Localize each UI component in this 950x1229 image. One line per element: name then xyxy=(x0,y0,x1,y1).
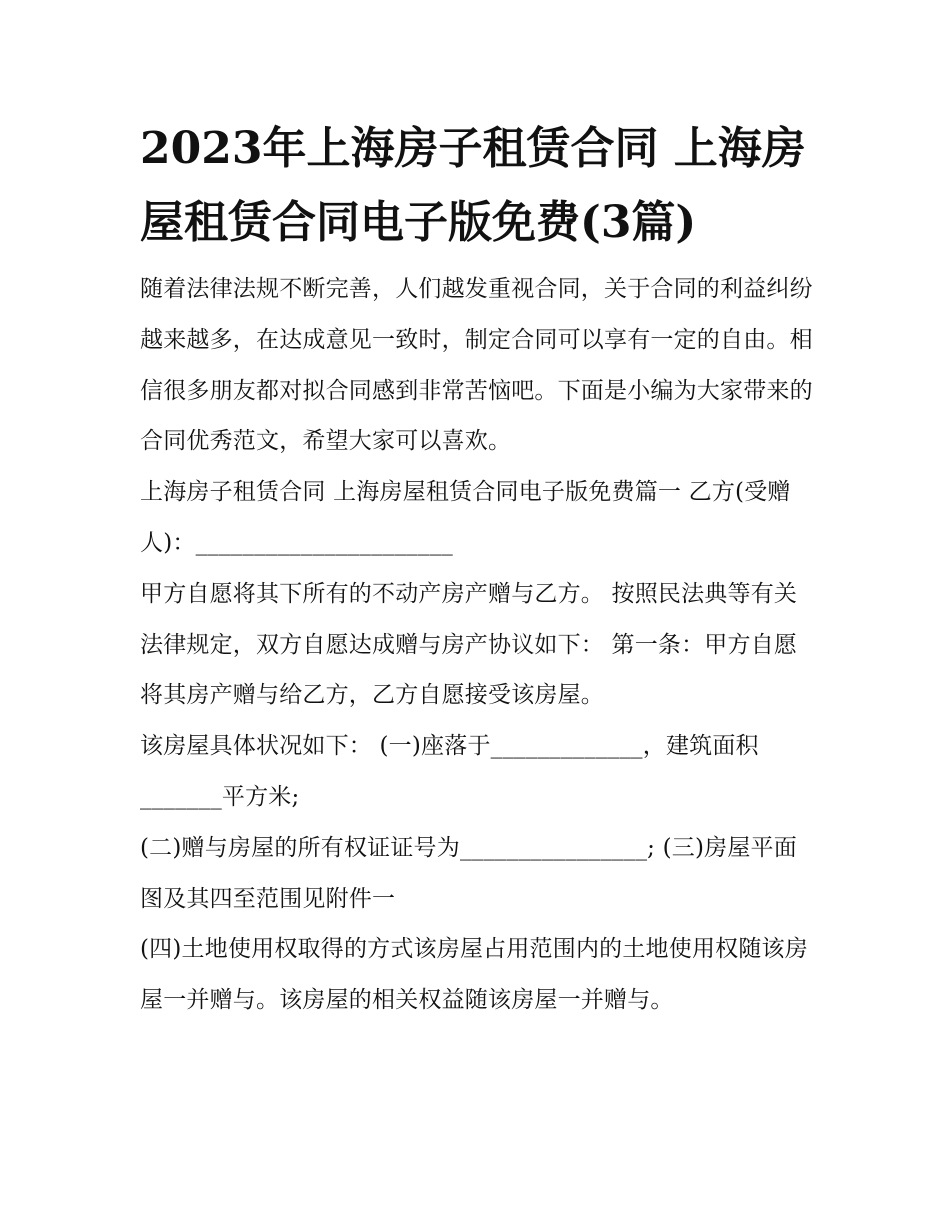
paragraph-property-location: 该房屋具体状况如下： (一)座落于_____________，建筑面积_______平方米; xyxy=(140,733,759,810)
paragraph-land-use: (四)土地使用权取得的方式该房屋占用范围内的土地使用权随该房屋一并赠与。该房屋的相关权益随该房屋一并赠与。 xyxy=(140,936,808,1014)
document-page xyxy=(140,112,820,1026)
paragraph-intro: 随着法律法规不断完善，人们越发重视合同，关于合同的利益纠纷越来越多，在达成意见一致时，制定合同可以享有一定的自由。相信很多朋友都对拟合同感到非常苦恼吧。下面是小编为大家带来的合同优秀范文，希望大家可以喜欢。 xyxy=(140,276,813,455)
paragraph-agreement: 甲方自愿将其下所有的不动产房产赠与乙方。 按照民法典等有关法律规定，双方自愿达成赠与房产协议如下： 第一条：甲方自愿将其房产赠与给乙方，乙方自愿接受该房屋。 xyxy=(140,580,798,709)
document-title: 2023年上海房子租赁合同 上海房屋租赁合同电子版免费(3篇) xyxy=(140,123,806,248)
paragraph-certificate: (二)赠与房屋的所有权证证号为________________; (三)房屋平面图及其四至范围见附件一 xyxy=(140,834,797,912)
paragraph-recipient: 上海房子租赁合同 上海房屋租赁合同电子版免费篇一 乙方(受赠人)：______________________ xyxy=(140,479,791,556)
